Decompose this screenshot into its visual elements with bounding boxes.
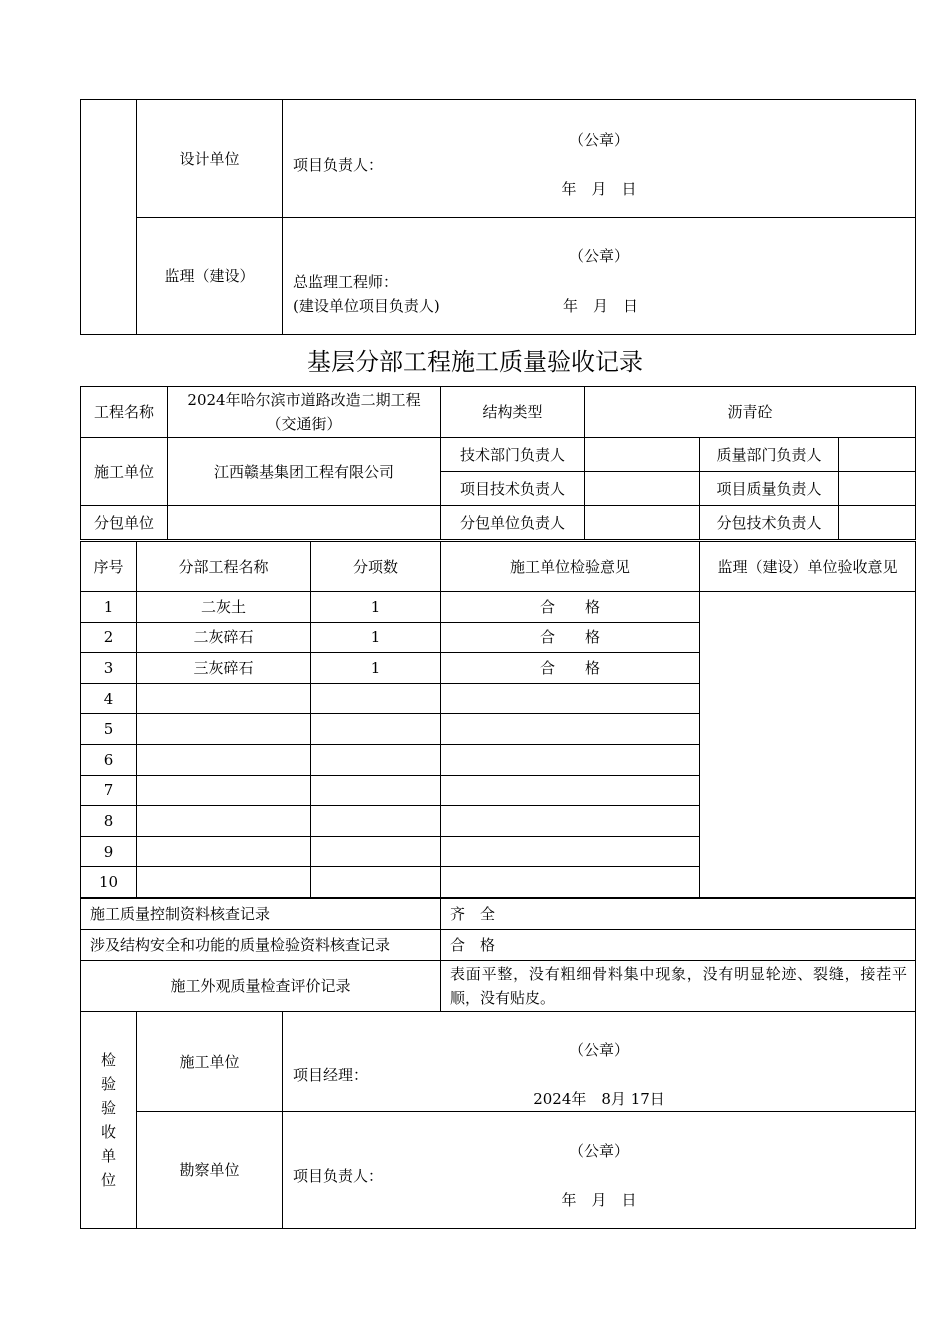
project-tech-lead-value: [585, 472, 700, 506]
row-item-name: [137, 836, 311, 867]
row-seq: 2: [81, 622, 137, 653]
row-item-count: [311, 744, 441, 775]
sign-date: 年 月 日: [561, 1191, 637, 1209]
row-item-name: [137, 744, 311, 775]
row-seq: 10: [81, 867, 137, 898]
col-supervisor-header: 监理（建设）单位验收意见: [700, 542, 916, 592]
items-table: [80, 541, 916, 898]
row-item-count: [311, 806, 441, 837]
row-item-name: [137, 806, 311, 837]
row-seq: 5: [81, 714, 137, 745]
row-item-name: [137, 775, 311, 806]
row-seq: 4: [81, 683, 137, 714]
seal-text: （公章）: [568, 247, 629, 265]
row-item-count: [311, 714, 441, 745]
table-row: [81, 592, 916, 623]
project-tech-lead-label: 项目技术负责人: [441, 472, 585, 506]
project-name-label: 工程名称: [81, 387, 168, 438]
row-seq: 6: [81, 744, 137, 775]
row-item-count: [311, 683, 441, 714]
row-seq: 8: [81, 806, 137, 837]
group-label-cell: [81, 100, 137, 335]
col-name-header: 分部工程名称: [137, 542, 311, 592]
row-item-name: 二灰土: [137, 592, 311, 623]
contractor-value: 江西赣基集团工程有限公司: [168, 438, 441, 506]
sign-date: 年 月 日: [563, 297, 639, 315]
subcontractor-tech-label: 分包技术负责人: [700, 506, 839, 540]
check-value: 表面平整，没有粗细骨料集中现象，没有明显轮迹、裂缝，接茬平顺，没有贴皮。: [441, 961, 916, 1012]
tech-dept-lead-label: 技术部门负责人: [441, 438, 585, 472]
row-seq: 1: [81, 592, 137, 623]
quality-dept-lead-label: 质量部门负责人: [700, 438, 839, 472]
subcontractor-lead-value: [585, 506, 700, 540]
contractor-label: 施工单位: [81, 438, 168, 506]
page-title: 基层分部工程施工质量验收记录: [307, 348, 643, 376]
survey-unit-label: 勘察单位: [137, 1112, 283, 1229]
sign-date: 2024年 8月 17日: [533, 1090, 665, 1108]
row-seq: 9: [81, 836, 137, 867]
group-label-char: 单: [100, 1147, 116, 1165]
row-item-count: 1: [311, 592, 441, 623]
group-label-char: 位: [100, 1171, 116, 1189]
row-item-count: 1: [311, 653, 441, 684]
row-seq: 3: [81, 653, 137, 684]
project-lead-label: 项目负责人：: [293, 1167, 384, 1185]
subcontractor-tech-value: [839, 506, 916, 540]
project-manager-label: 项目经理：: [293, 1066, 369, 1084]
check-value: 合 格: [441, 930, 916, 961]
row-item-name: [137, 683, 311, 714]
row-opinion: [441, 775, 700, 806]
structure-type-value: 沥青砼: [585, 387, 916, 438]
row-opinion: 合 格: [441, 622, 700, 653]
row-item-name: [137, 714, 311, 745]
design-unit-sign-cell: [283, 100, 916, 218]
construction-unit-label: 施工单位: [137, 1012, 283, 1112]
row-item-count: [311, 867, 441, 898]
col-opinion-header: 施工单位检验意见: [441, 542, 700, 592]
acceptance-group-label: [81, 1012, 137, 1229]
check-label: 涉及结构安全和功能的质量检验资料核查记录: [81, 930, 441, 961]
row-opinion: [441, 744, 700, 775]
project-info-table: [80, 386, 916, 540]
check-label: 施工质量控制资料核查记录: [81, 899, 441, 930]
structure-type-label: 结构类型: [441, 387, 585, 438]
row-seq: 7: [81, 775, 137, 806]
project-quality-lead-label: 项目质量负责人: [700, 472, 839, 506]
row-item-name: 二灰碎石: [137, 622, 311, 653]
project-lead-label: 项目负责人：: [293, 156, 384, 174]
check-value: 齐 全: [441, 899, 916, 930]
row-opinion: [441, 836, 700, 867]
check-label: 施工外观质量检查评价记录: [81, 961, 441, 1012]
group-label-char: 验: [100, 1075, 116, 1093]
row-opinion: [441, 714, 700, 745]
row-opinion: [441, 867, 700, 898]
chief-supervisor-label: 总监理工程师：: [293, 273, 399, 291]
row-item-count: [311, 836, 441, 867]
supervisor-sign-cell: [283, 218, 916, 335]
acceptance-table: [80, 1011, 916, 1229]
row-item-count: [311, 775, 441, 806]
top-signoff-table: [80, 99, 916, 335]
supervisor-unit-label: 监理（建设）: [137, 218, 283, 335]
subcontractor-lead-label: 分包单位负责人: [441, 506, 585, 540]
col-seq-header: 序号: [81, 542, 137, 592]
group-label-char: 收: [100, 1123, 116, 1141]
row-item-count: 1: [311, 622, 441, 653]
owner-lead-label: (建设单位项目负责人): [293, 297, 440, 315]
quality-dept-lead-value: [839, 438, 916, 472]
tech-dept-lead-value: [585, 438, 700, 472]
row-item-name: 三灰碎石: [137, 653, 311, 684]
row-opinion: [441, 683, 700, 714]
seal-text: （公章）: [568, 1041, 629, 1059]
survey-sign-cell: [283, 1112, 916, 1229]
subcontractor-label: 分包单位: [81, 506, 168, 540]
checks-table: [80, 898, 916, 1012]
sign-date: 年 月 日: [561, 180, 637, 198]
group-label-char: 验: [100, 1099, 116, 1117]
row-opinion: [441, 806, 700, 837]
construction-sign-cell: [283, 1012, 916, 1112]
group-label-char: 检: [100, 1051, 116, 1069]
subcontractor-value: [168, 506, 441, 540]
project-name-value: 2024年哈尔滨市道路改造二期工程（交通街）: [168, 387, 441, 438]
row-item-name: [137, 867, 311, 898]
seal-text: （公章）: [568, 131, 629, 149]
row-opinion: 合 格: [441, 592, 700, 623]
row-opinion: 合 格: [441, 653, 700, 684]
seal-text: （公章）: [568, 1142, 629, 1160]
project-quality-lead-value: [839, 472, 916, 506]
col-count-header: 分项数: [311, 542, 441, 592]
design-unit-label: 设计单位: [137, 100, 283, 218]
supervisor-opinion-cell: [700, 592, 916, 898]
